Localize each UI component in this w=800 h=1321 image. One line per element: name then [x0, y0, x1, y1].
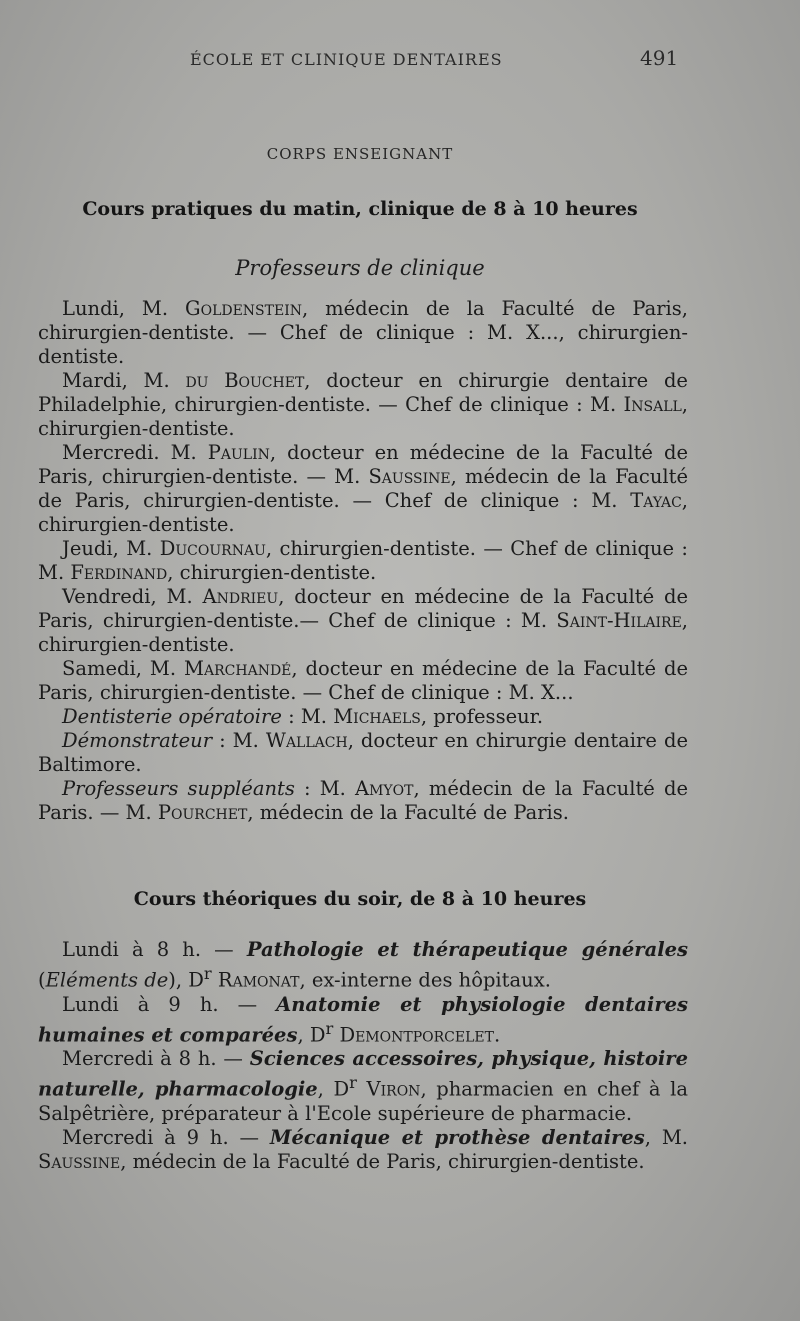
section-heading: CORPS ENSEIGNANT [266, 145, 454, 163]
person-name: Demontporcelet [339, 1023, 494, 1046]
evening-courses-title: Cours théoriques du soir, de 8 à 10 heures [133, 888, 587, 910]
person-name: Paulin [207, 441, 270, 464]
morning-courses-title: Cours pratiques du matin, clinique de 8 à 10 heures [82, 198, 638, 220]
entry-jeudi: Jeudi, M. Ducournau, chirurgien-dentiste. — Chef de clinique : M. Ferdinand, chirurgien-dentiste. [38, 537, 688, 584]
entry-label: Démonstrateur [62, 729, 213, 752]
person-name: du Bouchet [185, 369, 305, 392]
entry-mardi: Mardi, M. du Bouchet, docteur en chirurgie dentaire de Philadelphie, chirurgien-dentiste. — Chef de clinique : M. Insall, chirurgien-dentiste. [38, 369, 688, 440]
entry-lundi-9h: Lundi à 9 h. — Anatomie et physiologie dentaires humaines et comparées, $D^r$ Demontporcelet. [38, 992, 688, 1046]
person-name: Andrieu [202, 585, 279, 608]
person-name: Viron [366, 1077, 421, 1101]
entry-suppleants: Professeurs suppléants : M. Amyot, médecin de la Faculté de Paris. — M. Pourchet, médecin de la Faculté de Paris. [38, 777, 688, 824]
person-name: Saussine [368, 465, 451, 488]
person-name: Marchandé [184, 657, 292, 680]
evening-course-list [38, 938, 688, 1174]
running-head: ÉCOLE ET CLINIQUE DENTAIRES [190, 50, 503, 69]
person-name: Pourchet [157, 801, 248, 824]
person-name: Wallach [265, 729, 348, 752]
page-number: 491 [640, 46, 679, 70]
person-name: Tayac [630, 489, 682, 512]
entry-label: Dentisterie opératoire [62, 705, 282, 728]
entry-mercredi: Mercredi. M. Paulin, docteur en médecine de la Faculté de Paris, chirurgien-dentiste. — M. Saussine, médecin de la Faculté de Paris, chirurgien-dentiste. — Chef de clinique : M. Tayac, chirurgien-dentiste. [38, 441, 689, 536]
entry-dentisterie: Dentisterie opératoire : M. Michaels, professeur. [62, 705, 544, 728]
entry-lundi-8h: Lundi à 8 h. — Pathologie et thérapeutique générales (Eléments de), $D^r$ Ramonat, ex-interne des hôpitaux. [38, 938, 688, 992]
course-subject: Pathologie et thérapeutique générales [246, 938, 688, 961]
person-name: Insall [623, 393, 682, 416]
person-name: Goldenstein [185, 297, 302, 320]
course-subject: Anatomie et physiologie dentaires humaines et comparées [38, 992, 688, 1046]
person-name: Ramonat [217, 968, 300, 992]
person-name: Ducournau [159, 537, 266, 560]
person-name: Saint-Hilaire [556, 609, 682, 632]
course-subject: Mécanique et prothèse dentaires [269, 1125, 645, 1149]
person-name: Michaels [333, 705, 421, 728]
entry-label: Professeurs suppléants [62, 777, 295, 800]
person-name: Amyot [355, 777, 414, 800]
entry-mercredi-8h: Mercredi à 8 h. — Sciences accessoires, physique, histoire naturelle, pharmacologie, $D^r$ Viron, pharmacien en chef à la Salpêtrière, préparateur à l'Ecole supérieure de pharmacie. [38, 1047, 688, 1125]
course-subject: Sciences accessoires, physique, histoire naturelle, pharmacologie [38, 1047, 688, 1101]
person-name: Saussine [38, 1149, 121, 1173]
entry-demonstrateur: Démonstrateur : M. Wallach, docteur en chirurgie dentaire de Baltimore. [38, 729, 688, 776]
entry-lundi: Lundi, M. Goldenstein, médecin de la Faculté de Paris, chirurgien-dentiste. — Chef de clinique : M. X..., chirurgien-dentiste. [38, 297, 688, 368]
clinic-professors-subtitle: Professeurs de clinique [235, 256, 485, 280]
entry-mercredi-9h: Mercredi à 9 h. — Mécanique et prothèse dentaires, M. Saussine, médecin de la Faculté de Paris, chirurgien-dentiste. [38, 1125, 688, 1173]
entry-vendredi: Vendredi, M. Andrieu, docteur en médecine de la Faculté de Paris, chirurgien-dentiste.— Chef de clinique : M. Saint-Hilaire, chirurgien-dentiste. [38, 585, 688, 656]
entry-samedi: Samedi, M. Marchandé, docteur en médecine de la Faculté de Paris, chirurgien-dentiste. — Chef de clinique : M. X... [38, 657, 689, 704]
person-name: Ferdinand [70, 561, 168, 584]
morning-course-list [38, 297, 688, 825]
